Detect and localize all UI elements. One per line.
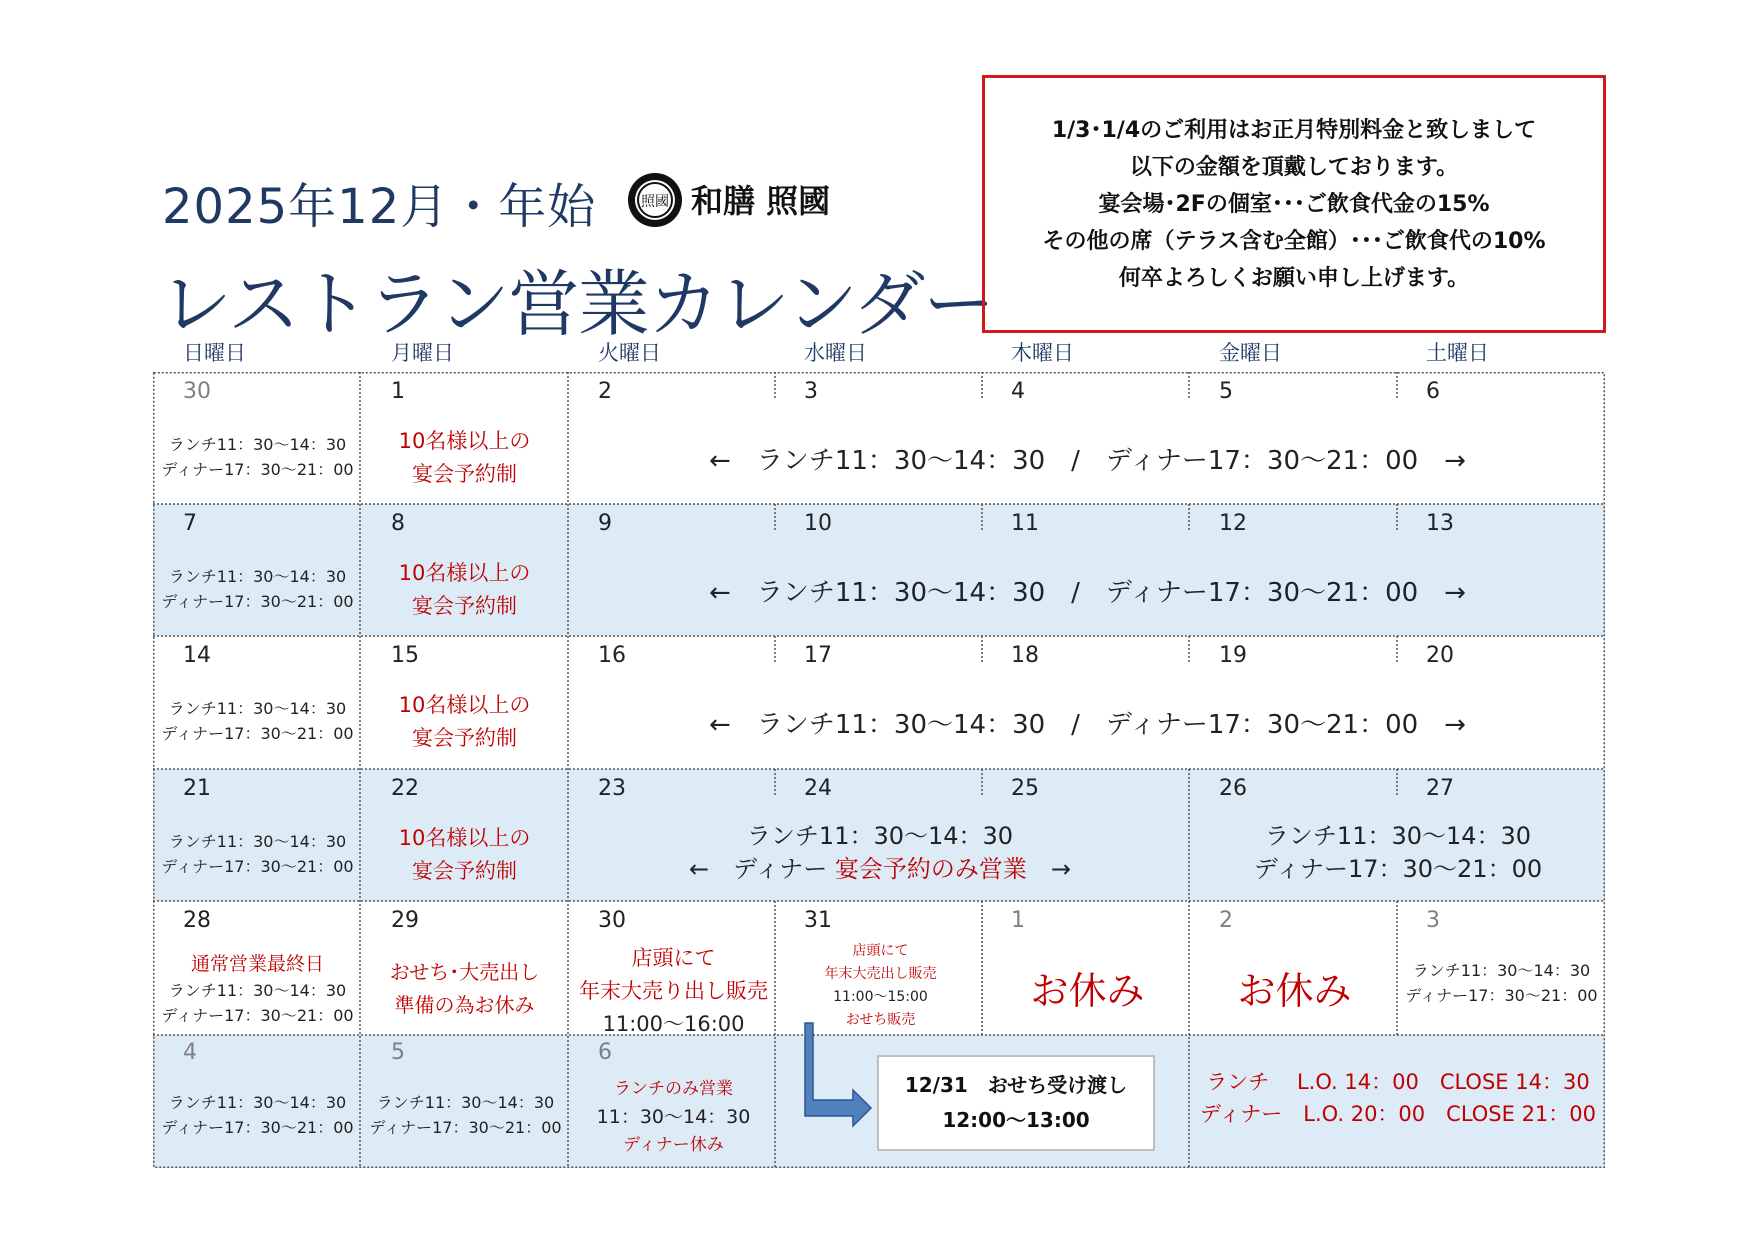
- banquet-only-note: 宴会予約のみ営業: [834, 855, 1027, 883]
- sale-line-1: 店頭にて: [852, 943, 909, 959]
- sunday-hours: [155, 432, 360, 482]
- sale-time: 11:00～15:00: [833, 989, 928, 1005]
- party-line-2: 宴会予約制: [412, 462, 517, 486]
- dinner-hours: ディナー17：30～21：00: [161, 857, 354, 876]
- dinner-hours: ディナー17：30～21：00: [369, 1118, 562, 1137]
- day-number: 7: [183, 511, 197, 536]
- day-number: 19: [1219, 643, 1247, 668]
- dinner-last-order: ディナー L.O. 20：00 CLOSE 21：00: [1199, 1102, 1597, 1126]
- day-number: 8: [391, 511, 405, 536]
- day-number: 5: [1219, 379, 1233, 404]
- prep-line-2: 準備の為お休み: [394, 993, 535, 1017]
- weekday-friday: 金曜日: [1219, 341, 1282, 365]
- dinner-closed-note: ディナー休み: [623, 1135, 724, 1155]
- weekday-sunday: 日曜日: [183, 341, 246, 365]
- notice-line: 何卒よろしくお願い申し上げます。: [1118, 265, 1470, 291]
- day-number: 1: [1011, 908, 1025, 933]
- day-number: 26: [1219, 776, 1247, 801]
- day-number: 6: [598, 1040, 612, 1065]
- closed-jan-2: お休み: [1237, 969, 1352, 1013]
- lunch-hours: ランチ11：30～14：30: [168, 699, 347, 718]
- day-number: 13: [1426, 511, 1454, 536]
- day-number: 24: [804, 776, 832, 801]
- lunch-only-note: ランチのみ営業: [614, 1079, 733, 1099]
- day-number: 23: [598, 776, 626, 801]
- day-number: 15: [391, 643, 419, 668]
- closed-jan-1: お休み: [1030, 969, 1145, 1013]
- lunch-hours: ランチ11：30～14：30: [1264, 822, 1532, 850]
- day-number: 31: [804, 908, 832, 933]
- lunch-hours: ランチ11：30～14：30: [168, 1093, 347, 1112]
- restaurant-logo: [625, 170, 875, 230]
- weekday-hours-range: ← ランチ11：30～14：30 / ディナー17：30～21：00 →: [709, 710, 1466, 740]
- lunch-last-order: ランチ L.O. 14：00 CLOSE 14：30: [1206, 1070, 1590, 1094]
- dinner-prefix: ← ディナー: [689, 855, 828, 883]
- day-number: 16: [598, 643, 626, 668]
- party-line-2: 宴会予約制: [412, 726, 517, 750]
- dinner-hours: ディナー17：30～21：00: [1253, 855, 1543, 883]
- sunday-hours: [155, 564, 360, 614]
- day-number: 29: [391, 908, 419, 933]
- osechi-pickup-box: [877, 1055, 1155, 1151]
- day-number: 10: [804, 511, 832, 536]
- day-number: 6: [1426, 379, 1440, 404]
- prep-line-1: おせち･大売出し: [389, 960, 540, 984]
- lunch-hours: ランチ11：30～14：30: [168, 567, 347, 586]
- weekday-hours-range: ← ランチ11：30～14：30 / ディナー17：30～21：00 →: [709, 578, 1466, 608]
- dinner-hours: ディナー17：30～21：00: [1405, 986, 1598, 1005]
- party-line-2: 宴会予約制: [412, 594, 517, 618]
- weekend-hours: [1190, 820, 1606, 886]
- osechi-sale: おせち販売: [845, 1012, 916, 1028]
- day-number: 2: [1219, 908, 1233, 933]
- day-number: 3: [1426, 908, 1440, 933]
- dinner-hours: ディナー17：30～21：00: [161, 1118, 354, 1137]
- osechi-prep-closed: [362, 956, 567, 1022]
- day-number: 1: [391, 379, 405, 404]
- lunch-hours: ランチ11：30～14：30: [168, 981, 347, 1000]
- party-line-2: 宴会予約制: [412, 859, 517, 883]
- day-number: 11: [1011, 511, 1039, 536]
- day-number: 5: [391, 1040, 405, 1065]
- sunday-hours: [155, 829, 360, 879]
- storefront-sale-31: [777, 940, 984, 1032]
- day-number: 25: [1011, 776, 1039, 801]
- party-line-1: 10名様以上の: [398, 693, 531, 717]
- notice-line: 以下の金額を頂戴しております。: [1129, 154, 1459, 180]
- day-number: 2: [598, 379, 612, 404]
- day-number: 27: [1426, 776, 1454, 801]
- weekday-hours-range: ← ランチ11：30～14：30 / ディナー17：30～21：00 →: [709, 446, 1466, 476]
- weekday-monday: 月曜日: [391, 341, 454, 365]
- storefront-sale-30: [570, 942, 777, 1041]
- lunch-hours: ランチ11：30～14：30: [168, 435, 347, 454]
- day-number: 20: [1426, 643, 1454, 668]
- party-reservation-note: [362, 689, 567, 755]
- last-business-day-note: 通常営業最終日: [190, 953, 324, 975]
- lunch-hours: ランチ11：30～14：30: [168, 832, 347, 851]
- dinner-hours: ディナー17：30～21：00: [161, 460, 354, 479]
- crest-logo-icon: [625, 170, 685, 230]
- jan-5-hours: [362, 1090, 569, 1140]
- pickup-time: 12:00～13:00: [942, 1108, 1090, 1132]
- sunday-hours: [155, 696, 360, 746]
- weekday-wednesday: 水曜日: [804, 341, 867, 365]
- party-line-1: 10名様以上の: [398, 561, 531, 585]
- banquet-only-hours: [570, 820, 1190, 886]
- lunch-time: 11：30～14：30: [596, 1106, 751, 1128]
- dinner-banquet-line: [570, 853, 1190, 886]
- weekday-tuesday: 火曜日: [598, 341, 661, 365]
- notice-line: その他の席（テラス含む全館）･･･ご飲食代の10%: [1042, 228, 1546, 254]
- day-number: 28: [183, 908, 211, 933]
- lunch-hours: ランチ11：30～14：30: [376, 1093, 555, 1112]
- crest-logo-text: 照國: [641, 194, 669, 210]
- calendar-main-title: レストラン営業カレンダー: [160, 262, 994, 346]
- day-number: 21: [183, 776, 211, 801]
- day-number: 4: [1011, 379, 1025, 404]
- jan-4-hours: [155, 1090, 360, 1140]
- day-number: 22: [391, 776, 419, 801]
- last-order-info: [1190, 1066, 1606, 1130]
- lunch-only-jan-6: [570, 1075, 777, 1159]
- weekday-thursday: 木曜日: [1011, 341, 1074, 365]
- day-number: 18: [1011, 643, 1039, 668]
- calendar-month-title: 2025年12月・年始: [162, 179, 597, 235]
- pickup-title: 12/31 おせち受け渡し: [904, 1073, 1128, 1097]
- day-number: 17: [804, 643, 832, 668]
- lunch-hours: ランチ11：30～14：30: [1412, 961, 1591, 980]
- new-year-surcharge-notice: [982, 75, 1606, 333]
- party-line-1: 10名様以上の: [398, 429, 531, 453]
- day-number: 4: [183, 1040, 197, 1065]
- lunch-hours: ランチ11：30～14：30: [746, 822, 1014, 850]
- sale-line-2: 年末大売り出し販売: [579, 979, 768, 1003]
- day-number: 9: [598, 511, 612, 536]
- party-reservation-note: [362, 557, 567, 623]
- weekday-saturday: 土曜日: [1426, 341, 1489, 365]
- last-day-hours: [155, 950, 360, 1028]
- sale-time: 11:00～16:00: [602, 1012, 745, 1036]
- day-number: 14: [183, 643, 211, 668]
- sale-line-1: 店頭にて: [631, 946, 716, 970]
- day-number: 12: [1219, 511, 1247, 536]
- day-number: 30: [183, 379, 211, 404]
- jan-3-hours: [1398, 958, 1605, 1008]
- sale-line-2: 年末大売出し販売: [824, 966, 937, 982]
- day-number: 3: [804, 379, 818, 404]
- dinner-hours: ディナー17：30～21：00: [161, 724, 354, 743]
- right-arrow: →: [1050, 855, 1071, 883]
- party-reservation-note: [362, 822, 567, 888]
- party-reservation-note: [362, 425, 567, 491]
- dinner-hours: ディナー17：30～21：00: [161, 1006, 354, 1025]
- calendar-grid: [153, 372, 1605, 1168]
- dinner-hours: ディナー17：30～21：00: [161, 592, 354, 611]
- notice-line: 宴会場･2Fの個室･･･ご飲食代金の15%: [1098, 191, 1490, 217]
- notice-line: 1/3･1/4のご利用はお正月特別料金と致しまして: [1051, 117, 1537, 143]
- logo-name: 和膳 照國: [691, 182, 831, 220]
- day-number: 30: [598, 908, 626, 933]
- party-line-1: 10名様以上の: [398, 826, 531, 850]
